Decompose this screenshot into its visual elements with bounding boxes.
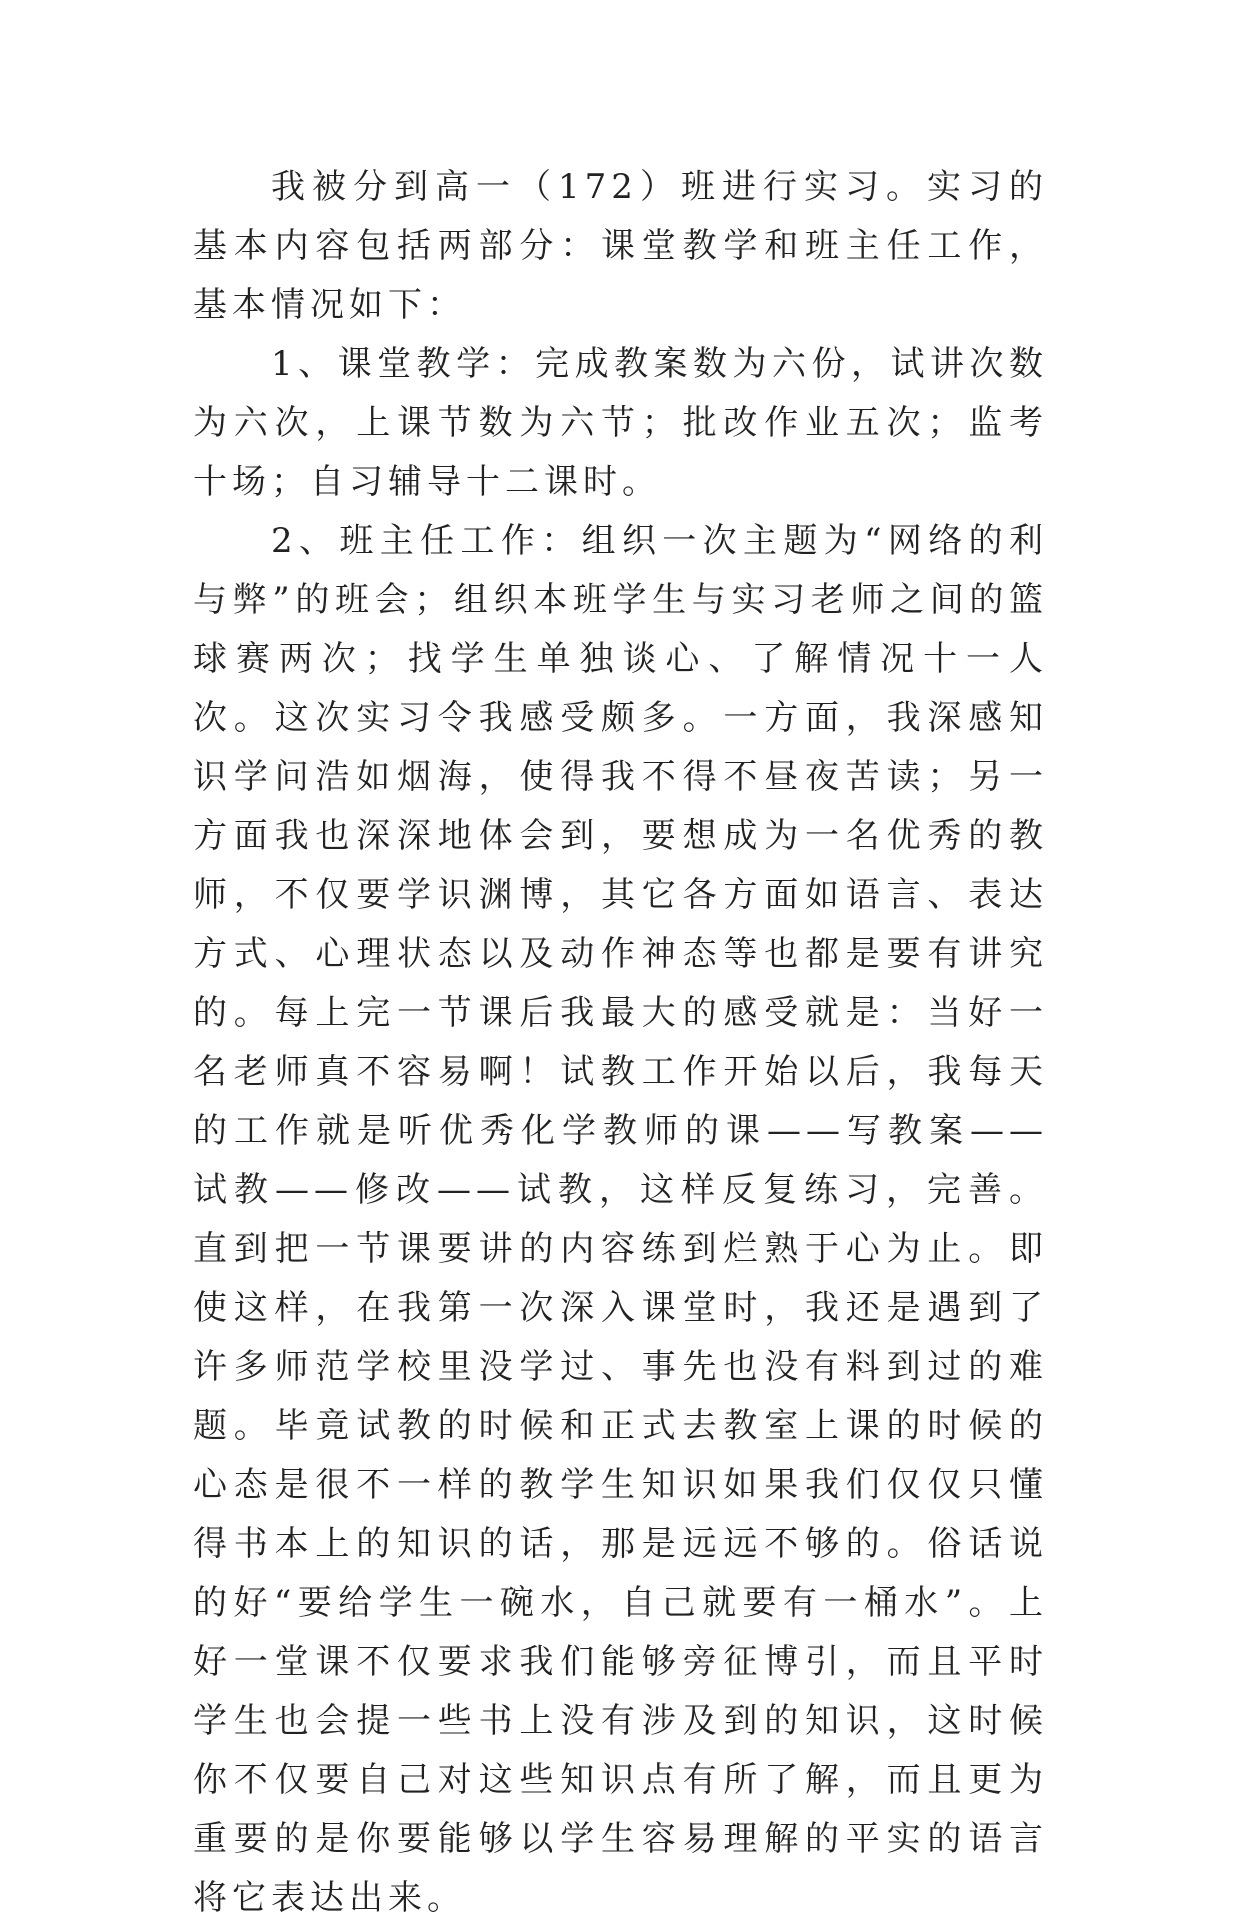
paragraph-intro: 我被分到高一（172）班进行实习。实习的基本内容包括两部分：课堂教学和班主任工作，基本情况如下： bbox=[193, 167, 1048, 325]
document-body bbox=[193, 158, 1048, 1928]
paragraph-classroom-teaching: 1、课堂教学：完成教案数为六份，试讲次数为六次，上课节数为六节；批改作业五次；监考十场；自习辅导十二课时。 bbox=[193, 344, 1048, 502]
paragraph-head-teacher-work: 2、班主任工作：组织一次主题为“网络的利与弊”的班会；组织本班学生与实习老师之间的篮球赛两次；找学生单独谈心、了解情况十一人次。这次实习令我感受颇多。一方面，我深感知识学问浩如烟海，使得我不得不昼夜苦读；另一方面我也深深地体会到，要想成为一名优秀的教师，不仅要学识渊博，其它各方面如语言、表达方式、心理状态以及动作神态等也都是要有讲究的。每上完一节课后我最大的感受就是：当好一名老师真不容易啊！试教工作开始以后，我每天的工作就是听优秀化学教师的课——写教案——试教——修改——试教，这样反复练习，完善。直到把一节课要讲的内容练到烂熟于心为止。即使这样，在我第一次深入课堂时，我还是遇到了许多师范学校里没学过、事先也没有料到过的难题。毕竟试教的时候和正式去教室上课的时候的心态是很不一样的教学生知识如果我们仅仅只懂得书本上的知识的话，那是远远不够的。俗话说的好“要给学生一碗水，自己就要有一桶水”。上好一堂课不仅要求我们能够旁征博引，而且平时学生也会提一些书上没有涉及到的知识，这时候你不仅要自己对这些知识点有所了解，而且更为重要的是你要能够以学生容易理解的平实的语言将它表达出来。 bbox=[193, 521, 1048, 1918]
